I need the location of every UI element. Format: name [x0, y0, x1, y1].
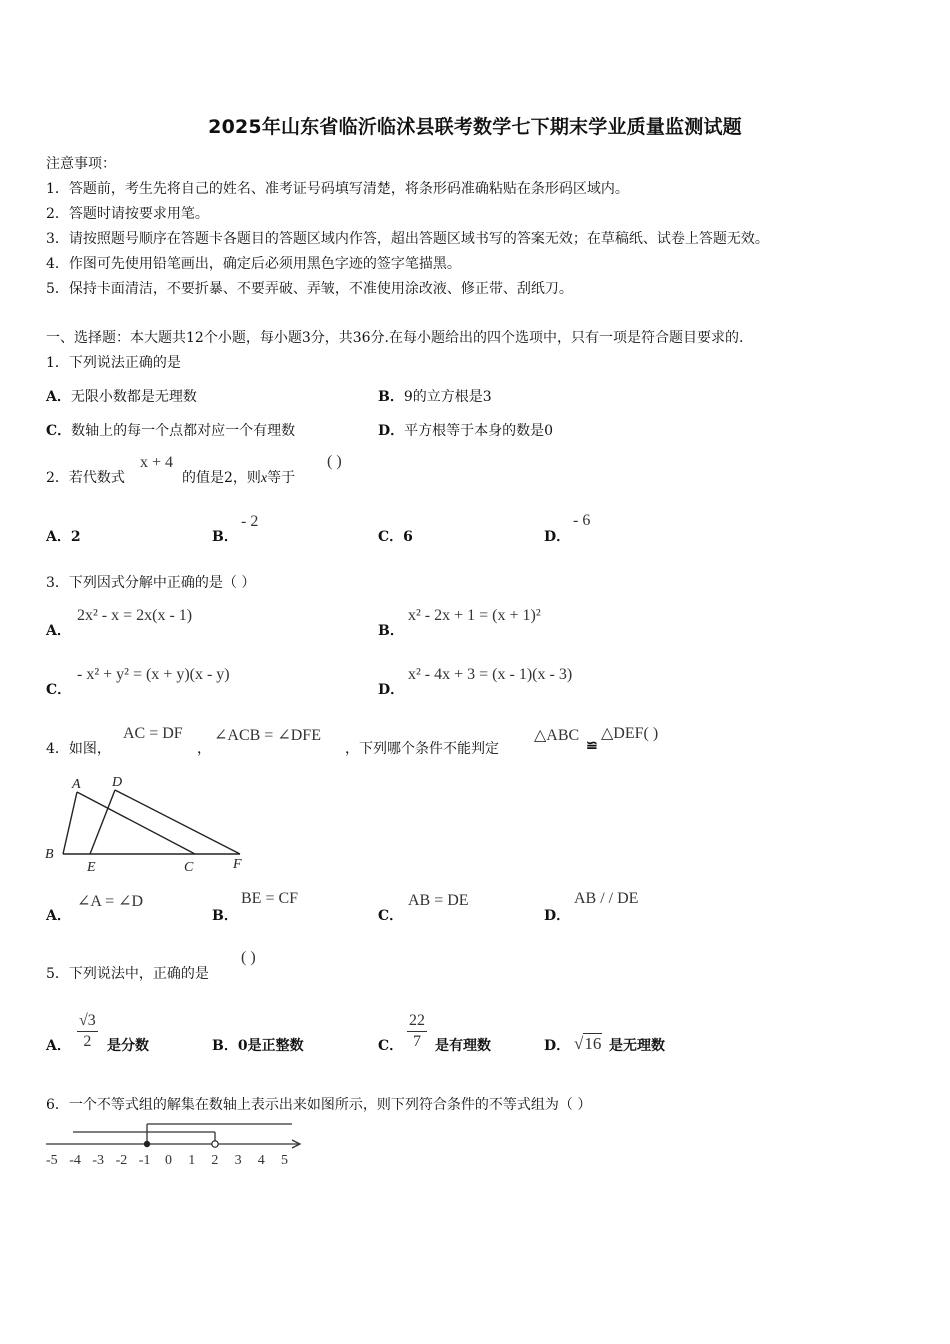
notes-heading: 注意事项： [46, 156, 116, 172]
q2-option-c: C．6 [378, 529, 413, 545]
q1-option-c: C．数轴上的每一个点都对应一个有理数 [46, 423, 296, 439]
q5-option-c-text: 是有理数 [435, 1038, 491, 1054]
q3-option-d-label: D． [378, 682, 405, 698]
q5-option-a-fraction: $\frac{√3}{2}$ [79, 1012, 96, 1050]
q5-option-d-label: D． [544, 1038, 571, 1054]
point-f-label: F [233, 857, 242, 872]
tick-label: 2 [211, 1153, 219, 1168]
q6-number-line [40, 1118, 310, 1173]
note-item: 4．作图可先使用铅笔画出，确定后必须用黑色字迹的签字笔描黑。 [46, 256, 461, 272]
q5-answer-paren: ( ) [241, 949, 256, 966]
tick-label: 0 [165, 1153, 172, 1168]
q4-option-d-label: D． [544, 908, 571, 924]
q5-option-d-text: 是无理数 [609, 1038, 665, 1054]
q4-option-b-label: B． [212, 908, 238, 924]
tick-label: -5 [46, 1153, 58, 1168]
q2-stem-mid: 的值是2，则x等于 [182, 470, 296, 486]
q4-option-a-label: A． [46, 908, 71, 924]
q2-option-a: A．2 [46, 529, 81, 545]
tick-label: -4 [69, 1153, 81, 1168]
q4-congruent-sign: ≌ [586, 738, 598, 754]
tick-label: 5 [281, 1153, 288, 1168]
q4-stem-pre: 4．如图， [46, 741, 111, 757]
open-point [212, 1141, 218, 1147]
point-d-label: D [112, 775, 123, 790]
q5-option-c-label: C． [378, 1038, 404, 1054]
tick-label: -3 [92, 1153, 105, 1168]
section-heading: 一、选择题：本大题共12个小题，每小题3分，共36分.在每小题给出的四个选项中，只有一项是符合题目要求的. [46, 330, 744, 346]
q5-stem: 5．下列说法中，正确的是 [46, 966, 209, 982]
q4-condition-2: ∠ACB = ∠DFE [214, 727, 321, 744]
q2-option-d: - 6 [573, 512, 591, 529]
q1-option-d: D．平方根等于本身的数是0 [378, 423, 554, 439]
q4-option-a: ∠A = ∠D [77, 893, 144, 910]
note-item: 5．保持卡面清洁，不要折暴、不要弄破、弄皱，不准使用涂改液、修正带、刮纸刀。 [46, 281, 573, 297]
q5-option-c-fraction: $\frac{22}{7}$ [409, 1012, 425, 1050]
q2-stem-pre: 2．若代数式 [46, 470, 125, 486]
q1-option-a: A．无限小数都是无理数 [46, 389, 197, 405]
q2-expression: x + 4 [140, 454, 174, 471]
q4-condition-1: AC = DF [123, 725, 183, 742]
q4-comma: ， [197, 741, 211, 757]
point-e-label: E [87, 860, 96, 875]
q3-option-a-label: A． [46, 623, 71, 639]
segment-ab [63, 792, 77, 854]
q3-option-b-label: B． [378, 623, 404, 639]
q5-option-d-sqrt: √16 [574, 1034, 602, 1053]
q6-stem: 6．一个不等式组的解集在数轴上表示出来如图所示，则下列符合条件的不等式组为（ ） [46, 1097, 592, 1113]
q1-stem: 1．下列说法正确的是 [46, 355, 181, 371]
point-a-label: A [72, 777, 81, 792]
segment-ed [90, 790, 115, 854]
tick-label: 4 [257, 1153, 265, 1168]
q2-option-d-label: D． [544, 529, 571, 545]
point-b-label: B [45, 847, 54, 862]
q3-option-c-label: C． [46, 682, 72, 698]
q4-stem-mid: ，下列哪个条件不能判定 [345, 741, 499, 757]
q4-triangle-figure [40, 772, 255, 877]
q4-option-c-label: C． [378, 908, 404, 924]
note-item: 2．答题时请按要求用笔。 [46, 206, 209, 222]
tick-label: -2 [115, 1153, 128, 1168]
note-item: 3．请按照题号顺序在答题卡各题目的答题区域内作答，超出答题区域书写的答案无效；在草稿纸、试卷上答题无效。 [46, 231, 769, 247]
tick-label: 1 [188, 1153, 196, 1168]
q3-option-b: x² - 2x + 1 = (x + 1)² [408, 607, 541, 624]
q2-option-b-label: B． [212, 529, 238, 545]
q4-option-d: AB / / DE [574, 890, 639, 907]
q4-option-b: BE = CF [241, 890, 299, 907]
q1-option-b: B．9的立方根是3 [378, 389, 492, 405]
q2-answer-paren: ( ) [327, 453, 342, 470]
q3-option-c: - x² + y² = (x + y)(x - y) [77, 666, 230, 683]
closed-point [144, 1141, 150, 1147]
q4-triangle-def: △DEF( ) [601, 725, 659, 742]
q4-triangle-abc: △ABC [534, 727, 580, 744]
q5-option-a-label: A． [46, 1038, 71, 1054]
page-title: 2025年山东省临沂临沭县联考数学七下期末学业质量监测试题 [208, 116, 742, 138]
q3-option-d: x² - 4x + 3 = (x - 1)(x - 3) [408, 666, 573, 683]
q3-option-a: 2x² - x = 2x(x - 1) [77, 607, 193, 624]
point-c-label: C [184, 860, 194, 875]
q2-option-b: - 2 [241, 513, 259, 530]
tick-label: 3 [234, 1153, 242, 1168]
tick-label: -1 [138, 1153, 151, 1168]
q4-option-c: AB = DE [408, 892, 469, 909]
q5-option-b: B．0是正整数 [212, 1038, 304, 1054]
note-item: 1．答题前，考生先将自己的姓名、准考证号码填写清楚，将条形码准确粘贴在条形码区域内。 [46, 181, 629, 197]
q3-stem: 3．下列因式分解中正确的是（ ） [46, 575, 256, 591]
q5-option-a-text: 是分数 [107, 1038, 149, 1054]
